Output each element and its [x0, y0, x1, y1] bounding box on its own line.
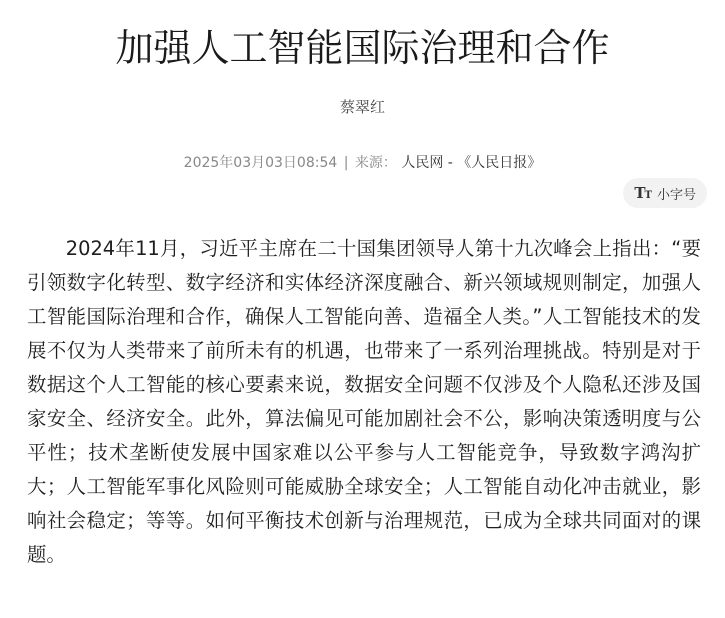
publish-datetime: 2025年03月03日08:54	[183, 155, 338, 171]
font-size-toggle-label: 小字号	[656, 187, 696, 203]
source-link[interactable]: 人民网 - 《人民日报》	[401, 155, 542, 171]
meta-separator: |	[343, 155, 349, 171]
font-size-icon: TT	[634, 184, 651, 202]
article-author[interactable]: 蔡翠红	[339, 98, 385, 116]
article-title: 加强人工智能国际治理和合作	[115, 26, 610, 70]
font-size-toggle-button[interactable]	[623, 178, 707, 208]
article-paragraph: 2024年11月，习近平主席在二十国集团领导人第十九次峰会上指出：“要引领数字化转型、数字经济和实体经济深度融合、新兴领域规则制定，加强人工智能国际治理和合作，确保人工智能向善、造福全人类。”人工智能技术的发展不仅为人类带来了前所未有的机遇，也带来了一系列治理挑战。特别是对于数据这个人工智能的核心要素来说，数据安全问题不仅涉及个人隐私还涉及国家安全、经济安全。此外，算法偏见可能加剧社会不公，影响决策透明度与公平性；技术垄断使发展中国家难以公平参与人工智能竞争，导致数字鸿沟扩大；人工智能军事化风险则可能威胁全球安全；人工智能自动化冲击就业，影响社会稳定；等等。如何平衡技术创新与治理规范，已成为全球共同面对的课题。	[27, 237, 701, 566]
source-label: 来源：	[354, 155, 397, 171]
article-meta	[0, 152, 725, 174]
